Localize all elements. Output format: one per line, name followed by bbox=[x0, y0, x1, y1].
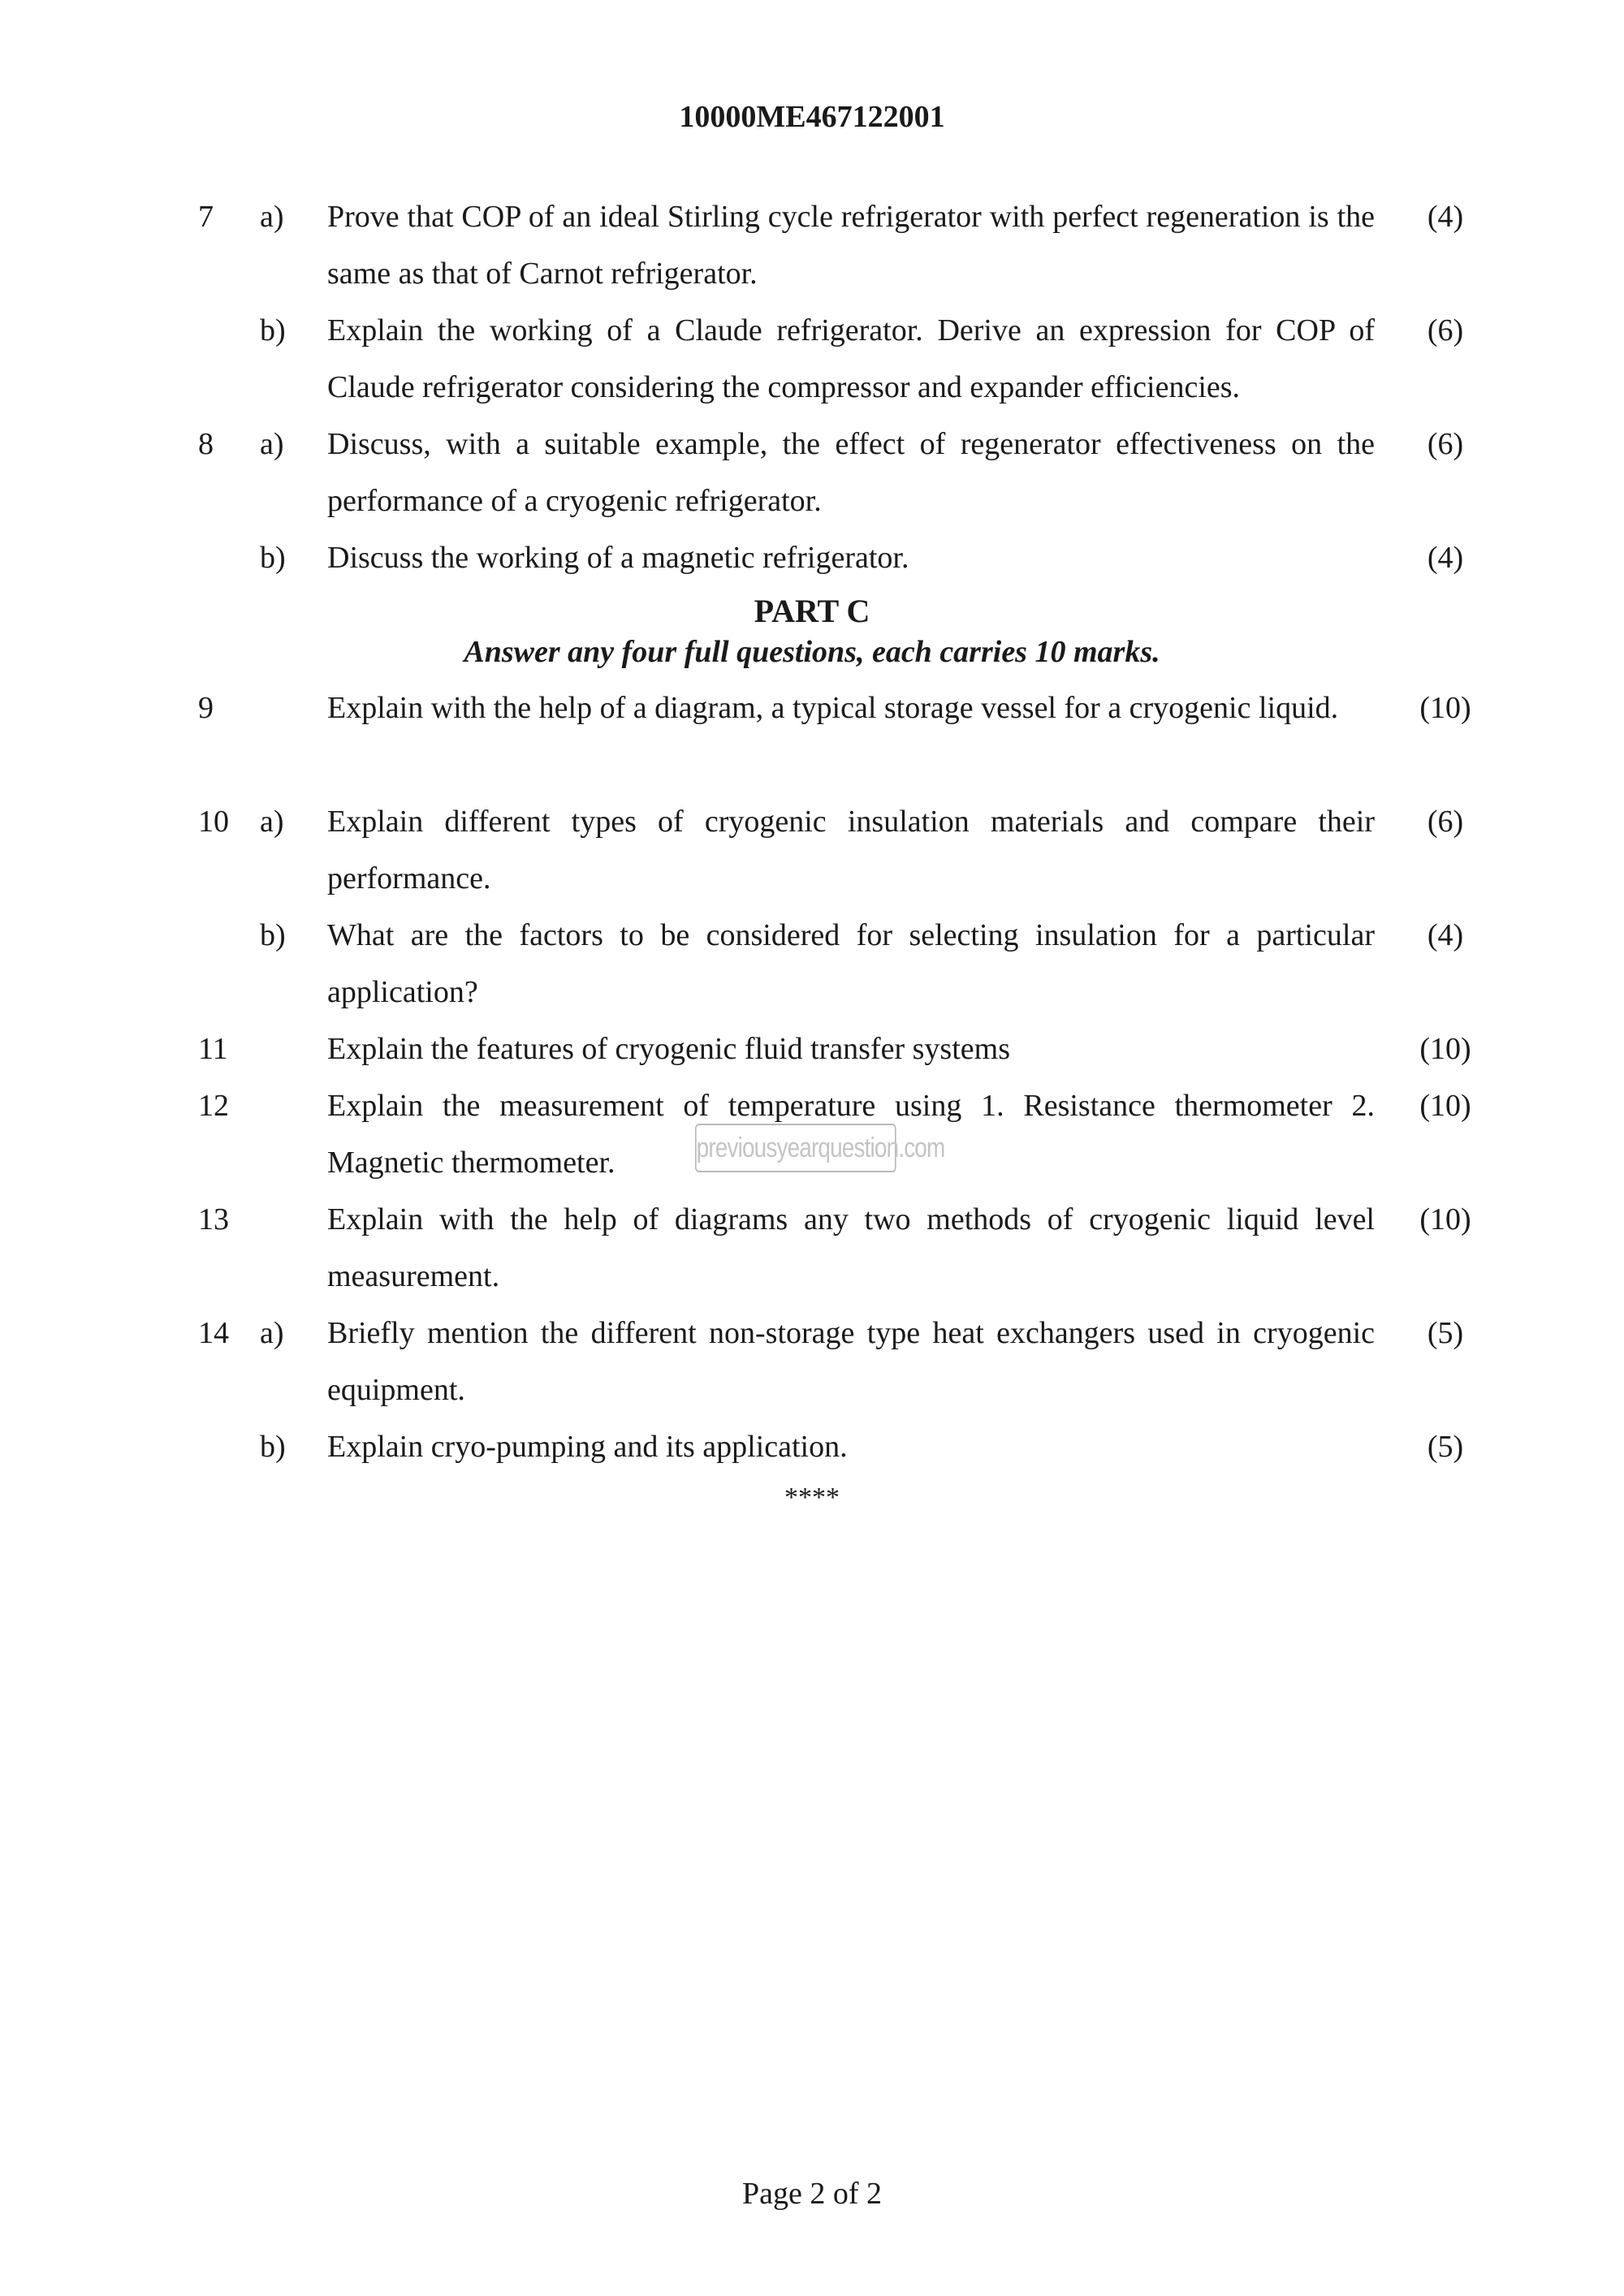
question-text: Explain the working of a Claude refrigerator. Derive an expression for COP of Claude refrigerator considering the compressor and expander efficiencies. bbox=[327, 313, 1375, 404]
question-marks: (4) bbox=[1427, 541, 1464, 575]
question-marks: (5) bbox=[1427, 1316, 1464, 1350]
question-number: 10 bbox=[198, 805, 229, 839]
sub-question-label: b) bbox=[260, 918, 286, 952]
sub-question-label: a) bbox=[260, 200, 284, 234]
question-marks: (6) bbox=[1427, 313, 1464, 347]
part-c-instruction: Answer any four full questions, each carries 10 marks. bbox=[464, 635, 1160, 669]
question-text: Prove that COP of an ideal Stirling cycle refrigerator with perfect regeneration is the same as that of Carnot refrigerator. bbox=[327, 200, 1375, 291]
question-paper-code: 10000ME467122001 bbox=[679, 100, 945, 134]
question-text: Explain the features of cryogenic fluid transfer systems bbox=[327, 1032, 1010, 1066]
question-text: Explain with the help of a diagram, a typical storage vessel for a cryogenic liquid. bbox=[327, 691, 1339, 725]
question-marks: (6) bbox=[1427, 427, 1464, 461]
sub-question-label: a) bbox=[260, 427, 284, 461]
sub-question-label: b) bbox=[260, 313, 286, 347]
question-text: Discuss, with a suitable example, the effect of regenerator effectiveness on the performance of a cryogenic refrigerator. bbox=[327, 427, 1375, 518]
question-number: 9 bbox=[198, 691, 214, 725]
watermark-stamp: previousyearquestion.com bbox=[695, 1124, 896, 1172]
question-text: Briefly mention the different non-storage type heat exchangers used in cryogenic equipment. bbox=[327, 1316, 1375, 1407]
question-marks: (10) bbox=[1419, 1089, 1471, 1123]
sub-question-label: b) bbox=[260, 1430, 286, 1464]
question-marks: (10) bbox=[1419, 691, 1471, 725]
question-text: What are the factors to be considered for selecting insulation for a particular application? bbox=[327, 918, 1375, 1009]
question-marks: (6) bbox=[1427, 805, 1464, 839]
sub-question-label: a) bbox=[260, 805, 284, 839]
question-number: 11 bbox=[198, 1032, 228, 1066]
question-text: Explain the measurement of temperature using 1. Resistance thermometer 2. Magnetic thermometer. bbox=[327, 1089, 1375, 1180]
part-c-heading: PART C bbox=[754, 593, 870, 629]
question-text: Explain with the help of diagrams any two methods of cryogenic liquid level measurement. bbox=[327, 1202, 1375, 1293]
end-of-paper-marker: **** bbox=[784, 1482, 840, 1513]
sub-question-label: a) bbox=[260, 1316, 284, 1350]
question-text: Explain cryo-pumping and its application. bbox=[327, 1430, 848, 1464]
question-text: Explain different types of cryogenic insulation materials and compare their performance. bbox=[327, 805, 1375, 896]
question-marks: (10) bbox=[1419, 1202, 1471, 1236]
question-marks: (4) bbox=[1427, 200, 1464, 234]
question-text: Discuss the working of a magnetic refrigerator. bbox=[327, 541, 909, 575]
page-number: Page 2 of 2 bbox=[741, 2177, 883, 2211]
sub-question-label: b) bbox=[260, 541, 286, 575]
question-number: 8 bbox=[198, 427, 214, 461]
question-marks: (10) bbox=[1419, 1032, 1471, 1066]
question-marks: (4) bbox=[1427, 918, 1464, 952]
question-number: 12 bbox=[198, 1089, 229, 1123]
question-number: 13 bbox=[198, 1202, 229, 1236]
question-number: 7 bbox=[198, 200, 214, 234]
question-number: 14 bbox=[198, 1316, 229, 1350]
question-marks: (5) bbox=[1427, 1430, 1464, 1464]
